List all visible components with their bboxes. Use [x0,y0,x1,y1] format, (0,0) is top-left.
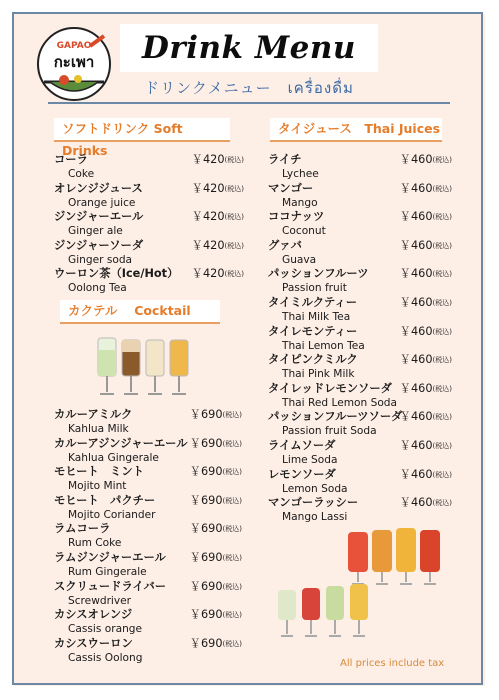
tax-included-label: (税込) [222,582,242,591]
item-price-value: ￥690 [189,608,223,622]
menu-item [268,239,452,267]
tax-included-label: (税込) [432,413,452,422]
item-name-en: Ginger ale [68,225,123,238]
item-price-value: ￥420 [191,153,225,166]
tax-included-label: (税込) [432,270,452,279]
item-price [400,325,452,339]
thai-juice-photo [272,518,450,646]
item-name-en: Passion fruit [282,282,347,295]
tax-included-label: (税込) [432,442,452,450]
item-name-en: Mango [282,196,318,209]
item-name-ja: カシスウーロン [54,636,133,650]
item-name-ja: カルーアジンジャーエール [54,436,188,450]
item-price [192,210,244,224]
tax-included-label: (税込) [222,639,242,648]
tax-included-label: (税込) [224,156,244,164]
item-price-value: ￥690 [189,408,223,421]
item-name-ja: ラムコーラ [54,522,111,536]
item-price [400,353,452,367]
page-subtitle: ドリンクメニュー เครื่องดื่ม [144,79,354,97]
menu-item [268,325,452,353]
item-price [400,210,452,224]
item-name-ja: ライチ [268,153,302,166]
item-price [400,296,452,310]
item-price-value: ￥420 [191,181,225,195]
menu-item [268,382,452,410]
item-name-ja: レモンソーダ [268,467,336,481]
item-name-ja: カルーアミルク [54,408,133,421]
section-header-cocktail: カクテル Cocktail [60,300,220,322]
item-name-ja: モヒート ミント [54,465,144,479]
item-name-en: Orange juice [68,196,136,209]
cocktail-photo [94,330,194,402]
section-header-soft-drinks: ソフトドリンク Soft Drinks [54,118,230,140]
tax-note: All prices include tax [340,658,445,669]
menu-item [54,494,242,522]
item-price-value: ￥690 [189,465,223,479]
item-price [190,494,242,508]
section-header-thai-juices: タイジュース Thai Juices [270,118,442,140]
tax-included-label: (税込) [222,496,242,505]
item-price-value: ￥460 [399,267,433,281]
item-price [400,153,452,167]
item-price-value: ￥460 [399,210,433,224]
item-name-en: Guava [282,253,317,266]
menu-item [268,410,452,438]
item-name-en: Thai Pink Milk [282,368,355,381]
menu-item [268,439,452,467]
item-price [190,522,242,536]
item-name-ja: ジンジャーエール [54,210,144,224]
tax-included-label: (税込) [222,439,242,448]
item-name-ja: タイレッドレモンソーダ [268,381,392,395]
item-price-value: ￥460 [399,153,433,166]
item-name-en: Rum Gingerale [68,566,147,578]
menu-item [54,551,242,579]
tax-included-label: (税込) [222,525,242,534]
tax-included-label: (税込) [432,156,452,164]
item-price [400,267,452,281]
item-name-en: Coke [68,168,95,180]
item-name-en: Thai Lemon Tea [282,339,365,352]
menu-item [268,210,452,238]
menu-item [268,267,452,295]
item-name-ja: マンゴーラッシー [268,496,359,510]
item-price-value: ￥460 [399,381,433,395]
tax-included-label: (税込) [224,241,244,250]
tax-included-label: (税込) [224,184,244,193]
item-name-en: Mojito Coriander [68,508,156,521]
item-price [192,239,244,253]
menu-item [268,296,452,324]
item-name-ja: カシスオレンジ [54,608,133,622]
menu-item [54,153,244,181]
item-price-value: ￥420 [191,210,225,224]
tax-included-label: (税込) [222,611,242,620]
tax-included-label: (税込) [432,356,452,365]
item-name-en: Kahlua Milk [68,423,129,435]
item-name-ja: ジンジャーソーダ [54,238,144,252]
logo-text-top: GAPAO [56,41,92,51]
item-price-value: ￥460 [399,324,433,338]
menu-item [268,153,452,181]
menu-item [54,465,242,493]
item-price [190,551,242,565]
item-name-en: Kahlua Gingerale [68,451,159,464]
tax-included-label: (税込) [432,241,452,250]
logo-text-main: กะเพา [53,53,95,71]
item-price-value: ￥460 [399,296,433,309]
item-price-value: ￥690 [189,493,223,507]
item-name-ja: タイレモンティー [268,324,358,338]
item-name-en: Oolong Tea [68,282,127,295]
item-price-value: ￥460 [399,181,433,195]
tax-included-label: (税込) [432,384,452,393]
item-name-en: Cassis Oolong [68,651,143,664]
item-name-en: Coconut [282,225,326,238]
item-name-en: Passion fruit Soda [282,425,377,438]
item-price [190,408,242,422]
item-name-ja: タイミルクティー [268,296,358,309]
item-price-value: ￥420 [191,267,225,281]
item-name-ja: コーラ [54,153,88,166]
item-name-ja: マンゴー [268,181,314,195]
item-name-en: Thai Milk Tea [282,311,351,323]
item-price [400,382,452,396]
item-price-value: ￥460 [399,238,433,252]
item-price [400,239,452,253]
item-name-ja: パッションフルーツ [268,267,369,281]
item-name-ja: スクリュードライバー [54,579,167,593]
item-name-en: Cassis orange [68,623,143,636]
item-price [190,608,242,622]
item-price-value: ￥690 [189,522,223,536]
restaurant-logo [34,24,114,104]
menu-item [54,210,244,238]
item-name-en: Mojito Mint [68,480,127,493]
tax-included-label: (税込) [432,299,452,307]
item-name-ja: ココナッツ [268,210,325,224]
tax-included-label: (税込) [222,554,242,562]
item-price-value: ￥460 [399,410,433,424]
item-price [400,468,452,482]
item-price-value: ￥460 [399,467,433,481]
item-name-en: Thai Red Lemon Soda [282,396,398,409]
item-name-en: Screwdriver [68,594,132,607]
item-name-ja: ウーロン茶（Ice/Hot） [54,267,179,281]
item-price [190,437,242,451]
item-price [190,580,242,594]
tax-included-label: (税込) [224,213,244,222]
item-name-en: Lemon Soda [282,482,348,495]
item-name-en: Lychee [282,168,319,180]
item-price-value: ￥690 [189,436,223,450]
menu-item [54,182,244,210]
item-price-value: ￥690 [189,551,223,564]
title-divider [48,102,450,104]
item-name-en: Rum Coke [68,537,122,550]
item-price [192,182,244,196]
tax-included-label: (税込) [432,499,452,508]
item-price [192,267,244,281]
page-title: Drink Menu [142,30,356,66]
item-price-value: ￥460 [399,496,433,510]
item-name-en: Lime Soda [282,454,338,466]
menu-item [54,437,242,465]
menu-item [54,608,242,636]
item-name-en: Mango Lassi [282,511,348,524]
item-price [190,637,242,651]
menu-item [54,408,242,436]
menu-item [268,468,452,496]
item-name-ja: オレンジジュース [54,181,143,195]
item-name-ja: タイピンクミルク [268,353,358,367]
menu-item [54,580,242,608]
item-price [400,439,452,453]
menu-item [54,522,242,550]
tax-included-label: (税込) [432,470,452,479]
menu-item [54,637,242,665]
tax-included-label: (税込) [224,270,244,279]
item-price [190,465,242,479]
menu-item [54,239,244,267]
tax-included-label: (税込) [432,327,452,336]
menu-item [54,267,244,295]
item-price-value: ￥690 [189,579,223,593]
menu-item [268,182,452,210]
item-name-en: Ginger soda [68,253,133,266]
item-name-ja: ラムジンジャーエール [54,551,166,564]
item-name-ja: グァバ [268,238,302,252]
tax-included-label: (税込) [432,213,452,222]
tax-included-label: (税込) [222,411,242,419]
item-price [400,496,452,510]
item-name-ja: ライムソーダ [268,439,336,452]
item-price [400,182,452,196]
item-name-ja: パッションフルーツソーダ [268,410,403,424]
item-name-ja: モヒート パクチー [54,493,156,507]
tax-included-label: (税込) [432,184,452,193]
item-price-value: ￥690 [189,636,223,650]
item-price-value: ￥460 [399,439,433,452]
menu-item [268,353,452,381]
item-price [192,153,244,167]
item-price-value: ￥420 [191,238,225,252]
item-price [400,410,452,424]
tax-included-label: (税込) [222,468,242,477]
item-price-value: ￥460 [399,353,433,367]
